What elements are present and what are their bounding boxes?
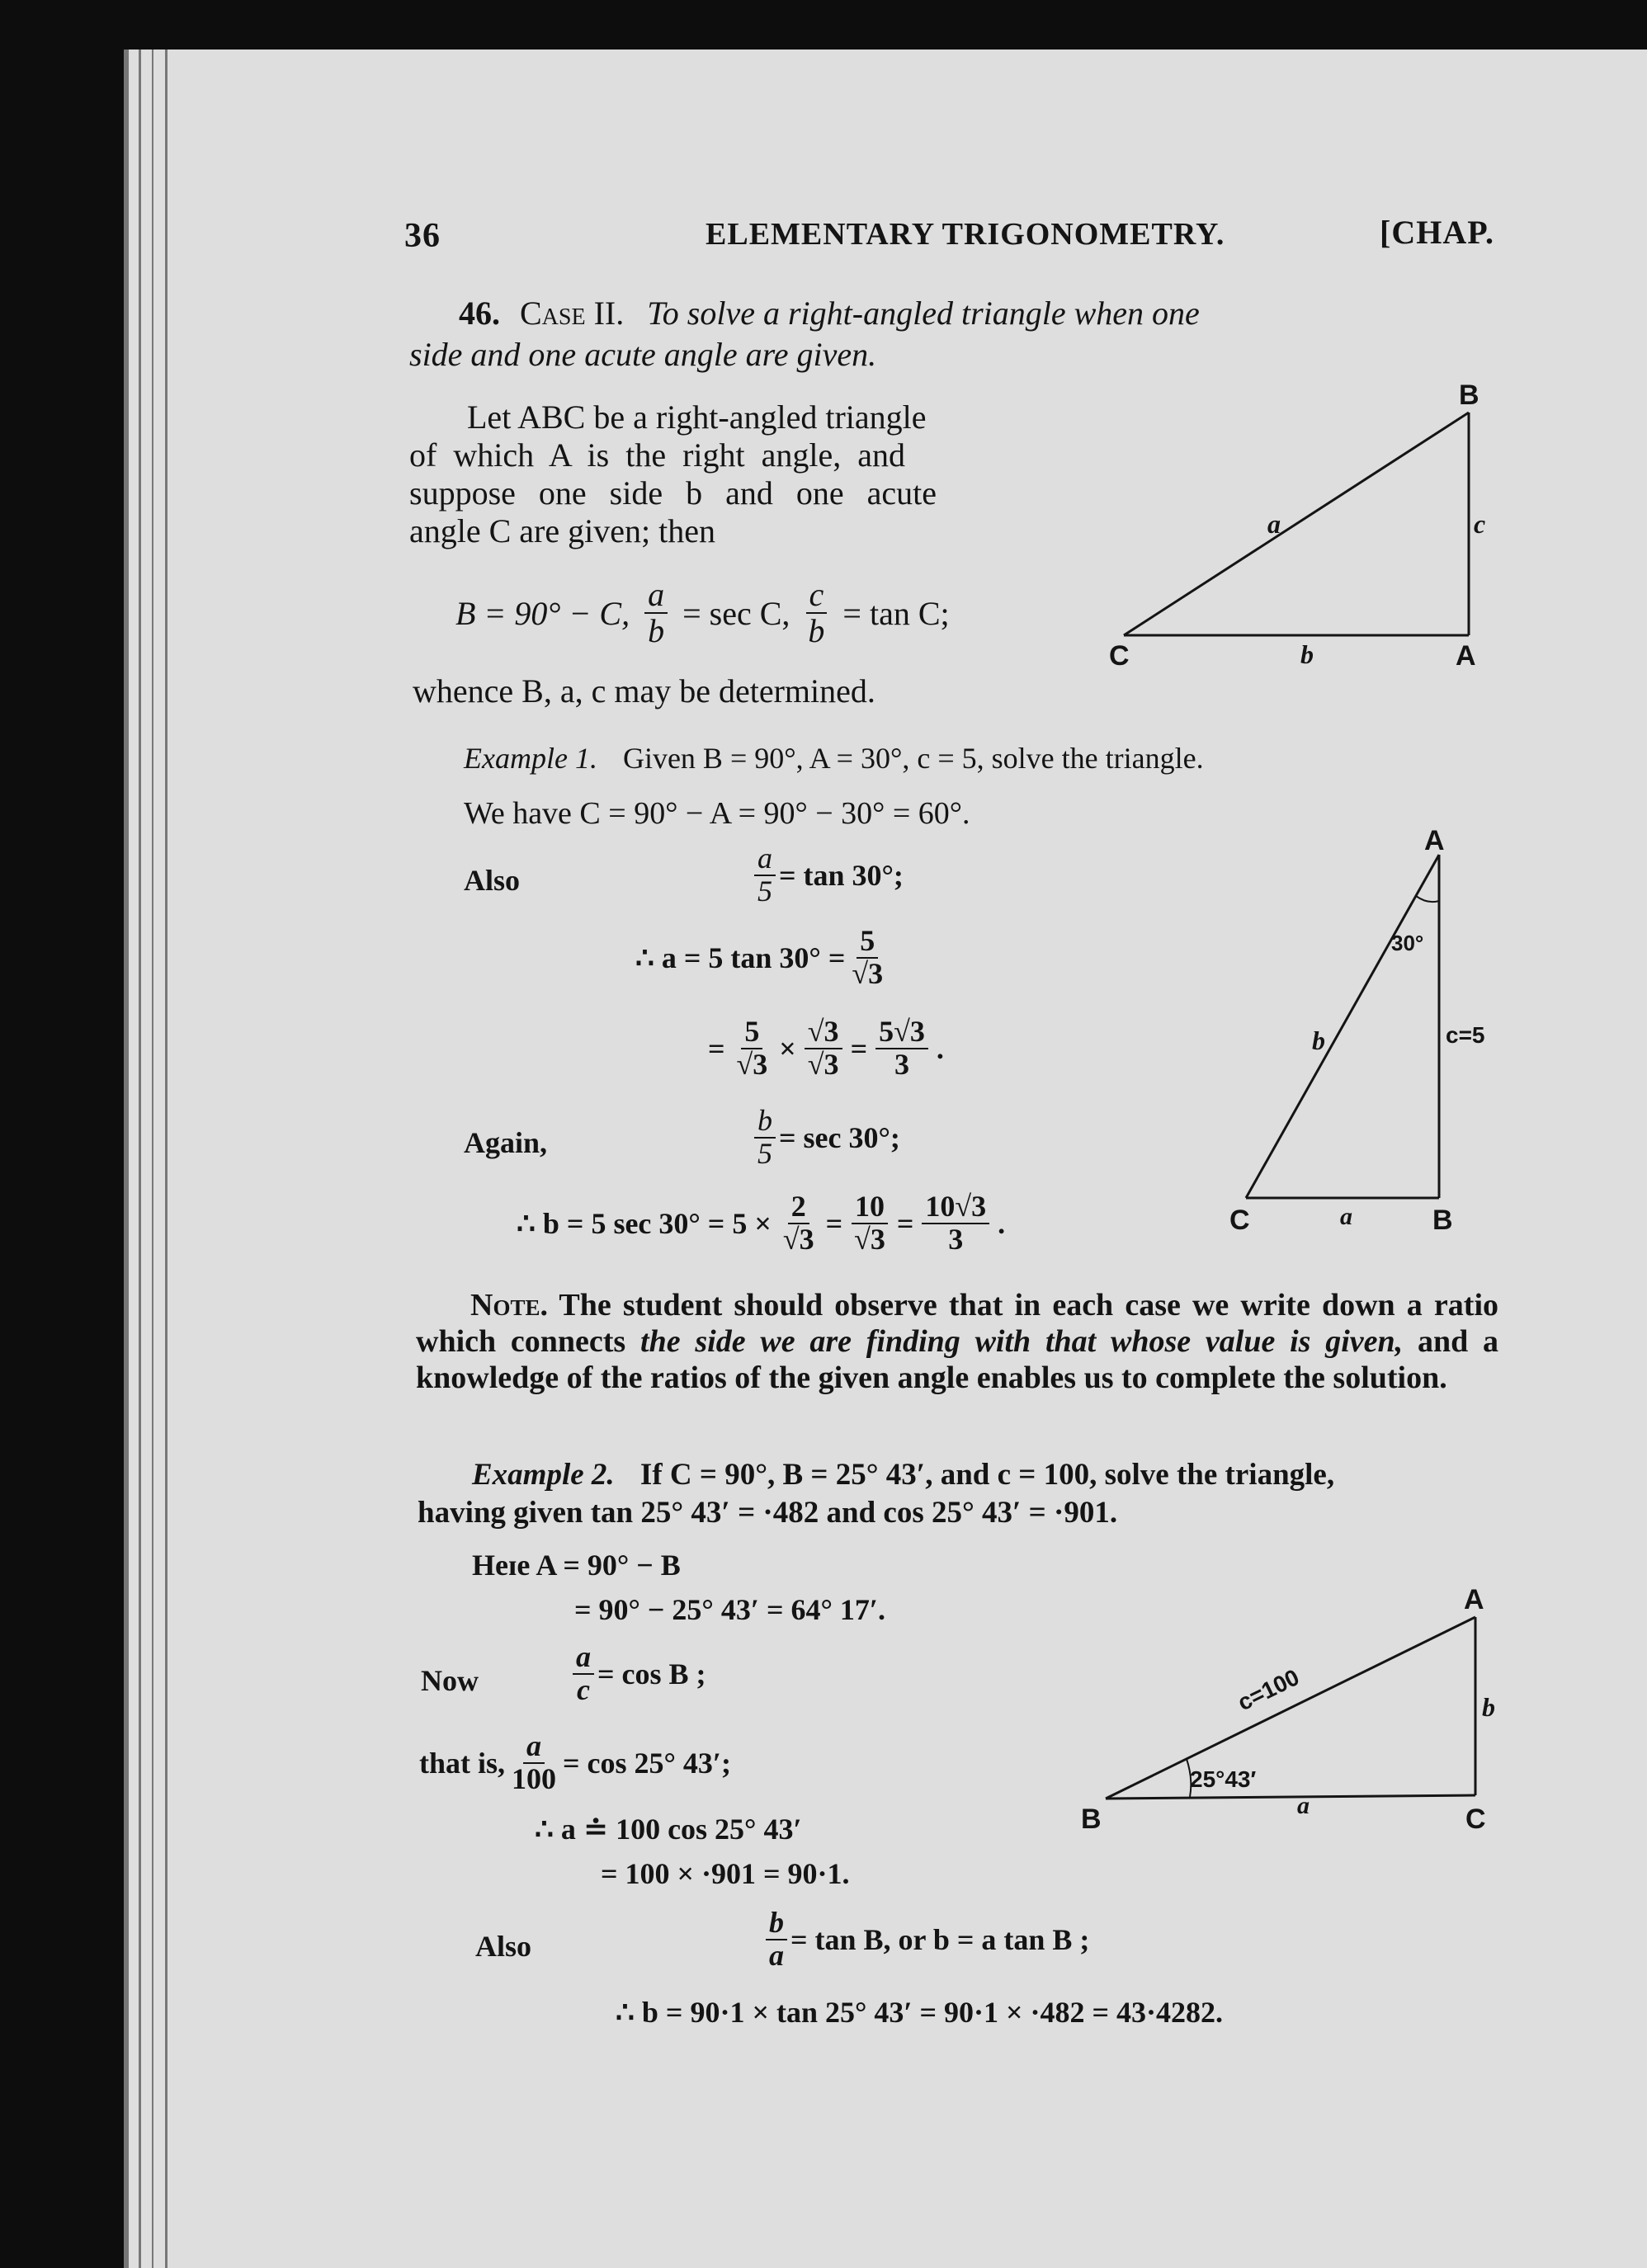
denominator: 5 (757, 874, 772, 908)
numerator: b (766, 1907, 787, 1940)
angle-label: 25°43′ (1190, 1766, 1257, 1792)
note-text: and a knowledge of the ratios of the given angle enables us to complete the solution. (416, 1324, 1498, 1395)
equals-sign: = (850, 1031, 868, 1065)
intro-line: suppose one side b and one acute (409, 474, 937, 512)
fraction (734, 1016, 772, 1081)
vertex-label-c: C (1109, 640, 1130, 672)
vertex-label-c: C (1229, 1205, 1250, 1236)
example1-heading-line (464, 741, 1204, 776)
equation-rhs: = cos B ; (597, 1657, 706, 1690)
equation-line: ∴ a ≐ 100 cos 25° 43′ (535, 1813, 802, 1846)
now-label: Now (421, 1664, 479, 1697)
side-label-a: a (1340, 1203, 1352, 1230)
numerator: 10 (852, 1191, 888, 1224)
fraction (848, 926, 886, 990)
side-label-c: c=5 (1446, 1022, 1485, 1048)
equation-lhs: ∴ a = 5 tan 30° = (635, 941, 846, 974)
side-label-b: b (1482, 1692, 1495, 1722)
formula-line (455, 578, 950, 648)
denominator: b (808, 612, 825, 649)
section-heading (459, 294, 1200, 332)
note-text: The student should observe that in each case we write down a ratio which connects (416, 1288, 1498, 1359)
running-title: ELEMENTARY TRIGONOMETRY. (706, 217, 1225, 252)
numerator: a (573, 1642, 594, 1675)
equation (419, 1731, 731, 1795)
denominator: a (769, 1938, 784, 1972)
hypotenuse-line (1246, 855, 1439, 1198)
intro-line: Let ABC be a right-angled triangle (467, 398, 927, 436)
page-number: 36 (404, 217, 441, 255)
equation (762, 1907, 1089, 1972)
example2-heading-line (472, 1457, 1334, 1492)
thatis-label: that is, (419, 1746, 506, 1780)
intro-line: angle C are given; then (409, 512, 715, 549)
equation-line: ∴ b = 90·1 × tan 25° 43′ = 90·1 × ·482 = 43·4282. (616, 1996, 1224, 2029)
equals-sign: = (896, 1206, 914, 1240)
hypotenuse-line (1124, 413, 1469, 635)
side-label-c: c (1474, 509, 1486, 539)
numerator: √3 (805, 1016, 842, 1049)
spine-edge (124, 50, 129, 2268)
denominator: √3 (736, 1047, 768, 1081)
triangle-figure-3 (1081, 1576, 1510, 1840)
numerator: a (754, 843, 776, 876)
example-label: Example 1. (464, 742, 597, 775)
example-label: Example 2. (472, 1458, 615, 1492)
fraction (922, 1191, 989, 1256)
numerator: 5√3 (875, 1016, 928, 1049)
fraction (573, 1642, 594, 1706)
side-label-b: b (1300, 639, 1314, 669)
equation (635, 926, 890, 990)
numerator: 5 (741, 1016, 762, 1049)
numerator: c (806, 578, 828, 614)
denominator: 5 (757, 1136, 772, 1170)
denominator: 3 (894, 1047, 909, 1081)
side-label-a: a (1267, 509, 1281, 539)
spine-edge (152, 50, 153, 2268)
whence-line: whence B, a, c may be determined. (413, 672, 875, 710)
side-label-c: c=100 (1234, 1664, 1304, 1716)
equation-rhs: = tan B, or b = a tan B ; (790, 1922, 1090, 1956)
example-statement: If C = 90°, B = 25° 43′, and c = 100, solve the triangle, (639, 1458, 1335, 1492)
equation (751, 1106, 900, 1170)
equation-lhs: ∴ b = 5 sec 30° = 5 × (517, 1206, 772, 1240)
period: . (998, 1206, 1006, 1240)
numerator: 10√3 (922, 1191, 989, 1224)
also-label: Also (475, 1930, 532, 1963)
vertex-label-a: A (1424, 825, 1445, 856)
fraction (875, 1016, 928, 1081)
equation-line: Heɪe A = 90° − B (472, 1549, 681, 1582)
formula-term: B = 90° − C, (455, 594, 630, 632)
fraction (805, 1016, 842, 1081)
formula-term: = sec C, (682, 594, 790, 632)
fraction (805, 578, 828, 648)
angle-arc (1416, 896, 1439, 902)
equation-line: = 100 × ·901 = 90·1. (601, 1857, 850, 1890)
denominator: 3 (948, 1222, 964, 1256)
equals-sign: = (825, 1206, 843, 1240)
equation-rhs: = tan 30°; (779, 858, 904, 892)
fraction (508, 1731, 559, 1795)
denominator: c (577, 1672, 590, 1706)
triangle-figure-1 (1106, 380, 1502, 677)
example-statement: Given B = 90°, A = 30°, c = 5, solve the triangle. (622, 742, 1204, 775)
fraction (644, 578, 668, 648)
section-number: 46. (459, 295, 500, 332)
base-line (1106, 1795, 1475, 1799)
vertex-label-b: B (1432, 1205, 1453, 1236)
formula-term: = tan C; (842, 594, 950, 632)
vertex-label-c: C (1465, 1804, 1486, 1835)
example1-we-have: We have C = 90° − A = 90° − 30° = 60°. (464, 796, 970, 831)
hypotenuse-line (1106, 1617, 1475, 1799)
equation-rhs: = sec 30°; (779, 1120, 900, 1154)
numerator: 5 (857, 926, 878, 959)
side-label-a: a (1297, 1792, 1310, 1819)
numerator: a (644, 578, 668, 614)
numerator: b (754, 1106, 776, 1139)
equation (708, 1016, 944, 1081)
triangle-figure-2 (1229, 825, 1510, 1246)
equation (517, 1191, 1005, 1256)
note-label: Note. (470, 1288, 548, 1323)
case-statement-continued: side and one acute angle are given. (409, 336, 877, 373)
denominator: √3 (807, 1047, 839, 1081)
fraction (851, 1191, 889, 1256)
note-text-italic: the side we are finding with that whose value is given, (640, 1324, 1404, 1359)
example-statement-continued: having given tan 25° 43′ = ·482 and cos 25° 43′ = ·901. (418, 1496, 1118, 1530)
fraction (766, 1907, 787, 1972)
vertex-label-a: A (1456, 640, 1476, 672)
numerator: 2 (788, 1191, 809, 1224)
denominator: b (648, 612, 665, 649)
denominator: √3 (782, 1222, 814, 1256)
times-sign: × (779, 1031, 796, 1065)
equals-sign: = (708, 1031, 725, 1065)
equation-line: = 90° − 25° 43′ = 64° 17′. (574, 1593, 885, 1626)
equation-rhs: = cos 25° 43′; (563, 1746, 732, 1780)
vertex-label-b: B (1459, 380, 1479, 411)
denominator: 100 (512, 1761, 557, 1795)
denominator: √3 (852, 956, 884, 990)
denominator: √3 (854, 1222, 885, 1256)
fraction (754, 843, 776, 908)
numerator: a (523, 1731, 545, 1764)
equation (751, 843, 904, 908)
also-label: Also (464, 864, 521, 897)
vertex-label-b: B (1081, 1804, 1102, 1835)
vertex-label-a: A (1464, 1584, 1484, 1615)
chapter-marker: [CHAP. (1380, 214, 1494, 251)
spine-edge (139, 50, 141, 2268)
angle-label: 30° (1391, 931, 1424, 955)
intro-line: of which A is the right angle, and (409, 436, 906, 474)
fraction (780, 1191, 818, 1256)
spine-edge (165, 50, 168, 2268)
period: . (936, 1031, 944, 1065)
side-label-b: b (1312, 1026, 1325, 1055)
case-label: Case II. (520, 295, 625, 332)
equation (569, 1642, 706, 1706)
again-label: Again, (464, 1126, 548, 1159)
fraction (754, 1106, 776, 1170)
note-paragraph (416, 1287, 1498, 1396)
case-statement: To solve a right-angled triangle when one (647, 295, 1200, 332)
